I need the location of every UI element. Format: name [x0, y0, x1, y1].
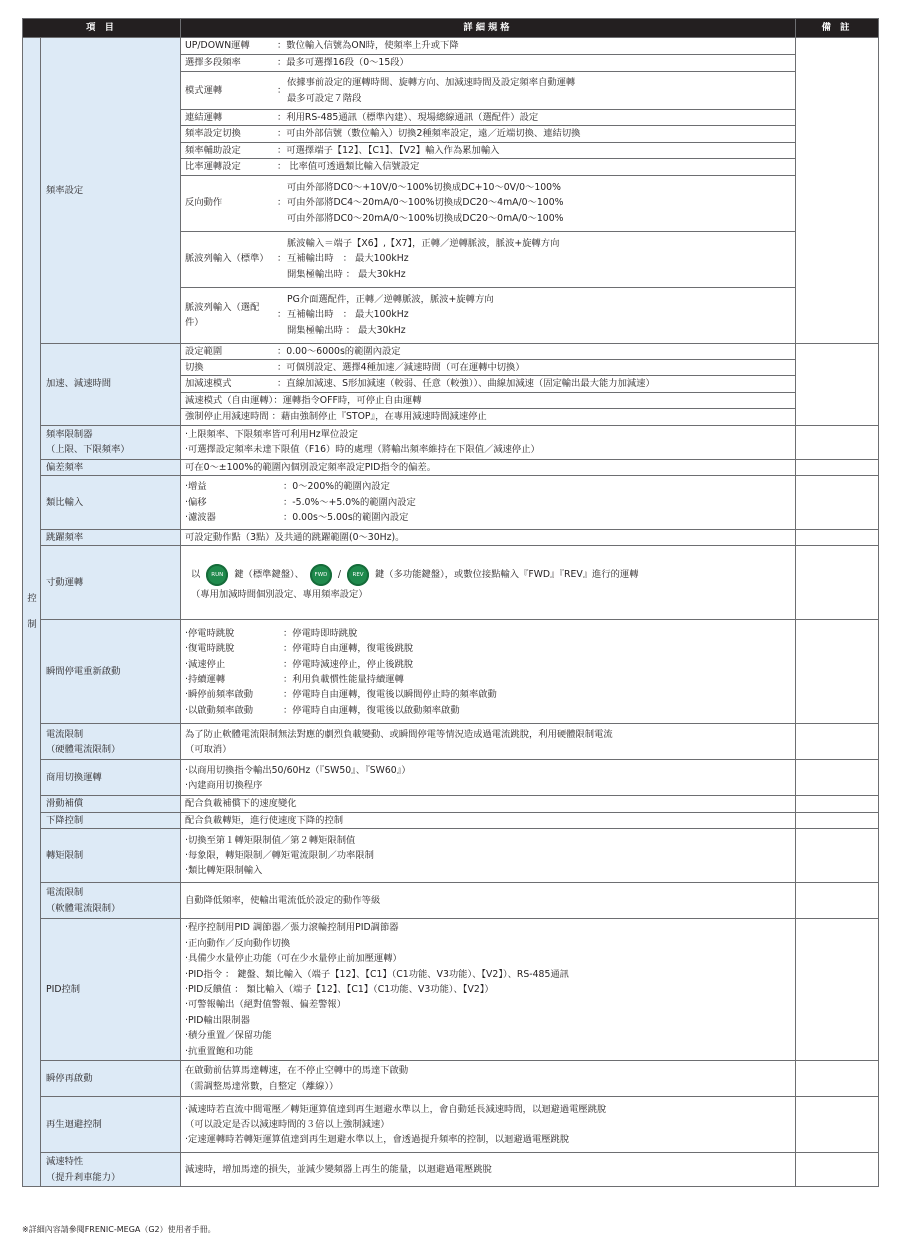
detail-text: 可在0～±100%的範圍內個別設定頻率設定PID指令的偏差。: [181, 459, 796, 475]
table-row: [23, 38, 879, 55]
table-row: 脈波列輸入（標準） ： 脈波輸入＝端子【X6】,【X7】，正轉／逆轉脈波，脈波+旋轉方向 互補輸出時 ： 最大100kHz 開集極輸出時 ： 最大30kHz: [23, 231, 879, 287]
detail-text: 配合負載轉矩，進行使速度下降的控制: [181, 812, 796, 828]
table-row: [23, 724, 879, 760]
category-jump: 跳躍頻率: [41, 530, 181, 546]
detail-text: 開集極輸出時 ： 最大30kHz: [287, 268, 406, 280]
remark-cell: [796, 530, 879, 546]
table-row: [23, 620, 879, 724]
category-regen: 再生迴避控制: [41, 1097, 181, 1153]
sub-label: 選擇多段頻率: [185, 57, 241, 69]
detail-text: 最多可設定７階段: [287, 92, 362, 104]
table-row: 模式運轉 ： 依據事前設定的運轉時間、旋轉方向、加減速時間及設定頻率自動運轉 最多可設定７階段: [23, 72, 879, 110]
detail-text: 可由外部將DC4～20mA/0～100%切換成DC20～4mA/0～100%: [287, 197, 564, 209]
sub-label: 連結運轉: [185, 112, 223, 123]
remark-cell: [796, 1097, 879, 1153]
detail-text: 自動降低頻率，使輸出電流低於設定的動作等級: [181, 883, 796, 919]
detail-text: 互補輸出時 ： 最大100kHz: [287, 309, 409, 321]
detail-cell: ‧停電時跳脫 ：停電時即時跳脫 ‧復電時跳脫 ：停電時自由運轉，復電後跳脫 ‧減速停止 ：停電時減速停止，停止後跳脫 ‧持續運轉 ：利用負載慣性能量持續運轉 ‧瞬停前頻率啟動 ：停電時自由運轉，復電後以瞬間停止時的頻率啟動 ‧以啟動頻率啟動 ：停電時自由運轉，復電後以啟動頻率啟動: [181, 620, 796, 724]
detail-text: PG介面選配件，正轉／逆轉脈波，脈波+旋轉方向: [287, 294, 494, 306]
sub-label: 比率運轉設定: [185, 161, 241, 173]
sub-label: 頻率輔助設定: [185, 144, 241, 156]
category-freq-limit: 頻率限制器 （上限、下限頻率）: [41, 425, 181, 459]
remark-cell: [796, 760, 879, 796]
detail-text: 可由外部將DC0～+10V/0～100%切換成DC+10～0V/0～100%: [287, 182, 561, 194]
category-decel: 減速特性 （提升剎車能力）: [41, 1153, 181, 1187]
detail-text: ：利用RS-485通訊（標準內建）、現場總線通訊（選配件）設定: [277, 112, 539, 123]
category-torque: 轉矩限制: [41, 829, 181, 883]
detail-text: 強制停止用減速時間 ：藉由強制停止『STOP』，在專用減速時間減速停止: [181, 409, 796, 425]
detail-text: ：最多可選擇16段（0～15段）: [277, 57, 409, 69]
remark-cell: [796, 1061, 879, 1097]
table-row: [23, 760, 879, 796]
detail-text: 減速模式（自由運轉）：運轉指令OFF時，可停止自由運轉: [181, 392, 796, 408]
header-detail: 詳細規格: [181, 19, 796, 38]
detail-text: ：數位輸入信號為ON時，使頻率上升或下降: [277, 40, 459, 52]
remark-cell: [796, 796, 879, 812]
table-row: [23, 829, 879, 883]
detail-cell: ‧以商用切換指令輸出50/60Hz（『SW50』、『SW60』） ‧內建商用切換程序: [181, 760, 796, 796]
remark-cell: [796, 724, 879, 760]
remark-cell: [796, 1153, 879, 1187]
sub-label: 脈波列輸入（標準）: [185, 253, 269, 265]
detail-cell: ‧減速時若直流中間電壓／轉矩運算值達到再生迴避水準以上，會自動延長減速時間，以迴避過電壓跳脫 （可以設定是否以減速時間的３倍以上強制減速） ‧定速運轉時若轉矩運算值達到再生迴避水準以上，會透過提升頻率的控制，以迴避過電壓跳脫: [181, 1097, 796, 1153]
category-droop: 下降控制: [41, 812, 181, 828]
detail-text: 可設定動作點（3點）及共通的跳躍範圍(0～30Hz)。: [181, 530, 796, 546]
sub-label: UP/DOWN運轉: [185, 40, 250, 52]
detail-text: ：0.00～6000s的範圍內設定: [277, 345, 401, 357]
table-row: 脈波列輸入（選配件） ： PG介面選配件，正轉／逆轉脈波，脈波+旋轉方向 互補輸出時 ： 最大100kHz 開集極輸出時 ： 最大30kHz: [23, 287, 879, 343]
category-restart: 瞬間停電重新啟動: [41, 620, 181, 724]
detail-text: 開集極輸出時 ： 最大30kHz: [287, 324, 406, 336]
remark-cell: [796, 829, 879, 883]
remark-cell: [796, 38, 879, 344]
detail-cell: ‧增益 ：0～200%的範圍內設定 ‧偏移 ：-5.0%～+5.0%的範圍內設定 ‧濾波器 ：0.00s～5.00s的範圍內設定: [181, 476, 796, 530]
remark-cell: [796, 546, 879, 620]
sub-label: 頻率設定切換: [185, 128, 241, 140]
table-row: [23, 459, 879, 475]
detail-cell: ‧程序控制用PID 調節器／張力滾輪控制用PID調節器 ‧正向動作／反向動作切換 ‧具備少水量停止功能（可在少水量停止前加壓運轉） ‧PID指令 ： 鍵盤、類比輸入（端子【12】、【C1】（C1功能、V3功能）、【V2】）、RS-485通訊 ‧PID反饋值 ： 類比輸入（端子【12】、【C1】（C1功能、V3功能）、【V2】） ‧可警報輸出（絕對值警報、偏差警報） ‧PID輸出限制器 ‧積分重置／保留功能 ‧抗重置飽和功能: [181, 919, 796, 1061]
detail-cell: ‧切換至第１轉矩限制值／第２轉矩限制值 ‧每象限，轉矩限制／轉矩電流限制／功率限制 ‧類比轉矩限制輸入: [181, 829, 796, 883]
table-row: [23, 812, 879, 828]
detail-text: 配合負載補償下的速度變化: [181, 796, 796, 812]
category-analog-in: 類比輸入: [41, 476, 181, 530]
group-label: 控 制: [23, 38, 41, 1187]
run-key-icon: RUN: [206, 564, 228, 586]
detail-text: ：可個別設定、選擇4種加速／減速時間（可在運轉中切換）: [277, 362, 525, 374]
detail-text: ：可由外部信號（數位輸入）切換2種頻率設定，遠／近端切換、連結切換: [277, 128, 581, 140]
category-pid: PID控制: [41, 919, 181, 1061]
detail-cell: ‧上限頻率、下限頻率皆可利用Hz單位設定 ‧可選擇設定頻率未達下限值（F16）時的處理（將輸出頻率維持在下限值／減速停止）: [181, 425, 796, 459]
fwd-key-icon: FWD: [310, 564, 332, 586]
detail-text: ：直線加減速、S形加減速（較弱、任意（較強））、曲線加減速（固定輸出最大能力加減速）: [277, 378, 655, 390]
remark-cell: [796, 812, 879, 828]
table-row: [23, 883, 879, 919]
category-accel: 加速、減速時間: [41, 343, 181, 425]
rev-key-icon: REV: [347, 564, 369, 586]
sub-label: 脈波列輸入（選配件）: [185, 301, 260, 329]
table-row: [23, 1061, 879, 1097]
category-sw-limit: 電流限制 （軟體電流限制）: [41, 883, 181, 919]
header-remark: 備 註: [796, 19, 879, 38]
detail-text: 互補輸出時 ： 最大100kHz: [287, 253, 409, 265]
table-row: [23, 1097, 879, 1153]
sub-label: 加減速模式: [185, 378, 232, 390]
category-hw-limit: 電流限制 （硬體電流限制）: [41, 724, 181, 760]
table-row: [23, 425, 879, 459]
table-row: [23, 1153, 879, 1187]
remark-cell: [796, 425, 879, 459]
detail-text: 可由外部將DC0～20mA/0～100%切換成DC20～0mA/0～100%: [287, 212, 564, 224]
sub-label: 切換: [185, 362, 204, 374]
spec-table: [22, 18, 879, 1187]
category-jog: 寸動運轉: [41, 546, 181, 620]
footnote: ※詳細內容請參閱FRENIC-MEGA（G2）使用者手冊。: [22, 1225, 216, 1234]
table-row: [23, 546, 879, 620]
remark-cell: [796, 459, 879, 475]
remark-cell: [796, 883, 879, 919]
remark-cell: [796, 919, 879, 1061]
header-item: 項 目: [23, 19, 181, 38]
table-row: [23, 919, 879, 1061]
table-row: [23, 530, 879, 546]
remark-cell: [796, 620, 879, 724]
table-row: [23, 796, 879, 812]
detail-cell: 在啟動前估算馬達轉速，在不停止空轉中的馬達下啟動 （需調整馬達常數，自整定（離線））: [181, 1061, 796, 1097]
detail-cell: 以 RUN 鍵（標準鍵盤）、 FWD / REV 鍵（多功能鍵盤），或數位接點輸入『FWD』『REV』進行的運轉 （專用加減時間個別設定、專用頻率設定）: [181, 546, 796, 620]
category-freq: 頻率設定: [41, 38, 181, 344]
sub-label: 模式運轉: [185, 84, 223, 96]
sub-label: 設定範圍: [185, 345, 223, 357]
detail-text: 減速時，增加馬達的損失，並減少變頻器上再生的能量，以迴避過電壓跳脫: [181, 1153, 796, 1187]
category-instant-restart: 瞬停再啟動: [41, 1061, 181, 1097]
detail-cell: 為了防止軟體電流限制無法對應的劇烈負載變動、或瞬間停電等情況造成過電流跳脫，利用硬體限制電流 （可取消）: [181, 724, 796, 760]
detail-text: ：可選擇端子【12】、【C1】、【V2】輸入作為累加輸入: [277, 144, 500, 156]
remark-cell: [796, 343, 879, 425]
table-row: 反向動作 ： 可由外部將DC0～+10V/0～100%切換成DC+10～0V/0～100% 可由外部將DC4～20mA/0～100%切換成DC20～4mA/0～100% 可由外部將DC0～20mA/0～100%切換成DC20～0mA/0～100%: [23, 175, 879, 231]
detail-text: ： 比率值可透過類比輸入信號設定: [277, 161, 420, 173]
category-slip: 滑動補償: [41, 796, 181, 812]
detail-text: 脈波輸入＝端子【X6】,【X7】，正轉／逆轉脈波，脈波+旋轉方向: [287, 238, 560, 250]
remark-cell: [796, 476, 879, 530]
table-row: [23, 343, 879, 359]
category-commercial: 商用切換運轉: [41, 760, 181, 796]
category-bias: 偏差頻率: [41, 459, 181, 475]
table-row: [23, 476, 879, 530]
sub-label: 反向動作: [185, 197, 223, 209]
detail-text: 依據事前設定的運轉時間、旋轉方向、加減速時間及設定頻率自動運轉: [287, 77, 576, 89]
table-header: [23, 19, 879, 38]
